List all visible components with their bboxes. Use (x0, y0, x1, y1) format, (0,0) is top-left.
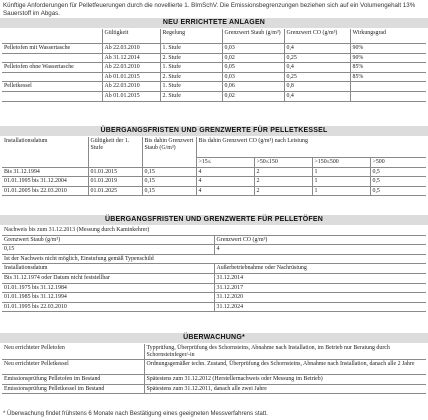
table-cell: 2. Stufe (160, 53, 222, 63)
table-cell: 0,4 (284, 63, 350, 73)
table-cell: 0,15 (142, 177, 196, 187)
table-header-row (2, 137, 426, 158)
table-cell: Ab 22.03.2010 (102, 63, 160, 73)
table-row (2, 177, 426, 187)
table-cell: 0,03 (222, 44, 284, 54)
section-header-neu-errichtete-anlagen: NEU ERRICHTETE ANLAGEN (0, 18, 428, 28)
table-cell: Neu errichteter Pelletofen (2, 344, 144, 360)
table-cell: 0,25 (284, 72, 350, 82)
table-cell: Bis 31.12.1974 oder Datum nicht feststellbar (2, 273, 214, 283)
table-cell: 0,8 (284, 82, 350, 92)
header-cell (2, 29, 102, 44)
table-row (2, 167, 426, 177)
table-cell: 2 (254, 167, 312, 177)
table-cell: 0,02 (222, 53, 284, 63)
table-row (2, 254, 426, 264)
header-cell: Wirkungsgrad (350, 29, 426, 44)
table-row (2, 384, 426, 394)
subheader-cell: >50≤150 (254, 158, 312, 168)
table-row (2, 344, 426, 360)
header-cell: Grenzwert Staub (g/m³) (222, 29, 284, 44)
table-cell: Ab 31.12.2014 (102, 53, 160, 63)
table-row (2, 63, 426, 73)
section-header-ueberwachung: ÜBERWACHUNG* (0, 333, 428, 343)
table-row (2, 273, 426, 283)
table-row (2, 82, 426, 92)
table-cell: 01.01.1995 bis 31.12.2004 (2, 177, 88, 187)
table-cell: Ordnungsgemäßer techn. Zustand, Überprüfung des Schornsteins, Abnahme nach Installation, danach alle 2 Jahre (144, 360, 426, 375)
table-cell: 85% (350, 63, 426, 73)
table-cell: Pelletkessel (2, 82, 102, 92)
table-cell: 0,25 (284, 53, 350, 63)
table-cell: 1. Stufe (160, 63, 222, 73)
table-cell: 0,15 (2, 245, 214, 255)
table-cell: 01.01.1975 bis 31.12.1984 (2, 283, 214, 293)
header-cell: Installationsdatum (2, 264, 214, 274)
table-cell: 0,06 (222, 82, 284, 92)
table-row (2, 226, 426, 235)
header-cell: Gültigkeit (102, 29, 160, 44)
subheader-cell: >500 (370, 158, 426, 168)
table-cell: 4 (196, 186, 254, 196)
header-cell: Installationsdatum (2, 137, 88, 167)
table-header-row (2, 235, 426, 245)
table-cell: 31.12.2024 (214, 302, 426, 312)
table-header-row (2, 29, 426, 44)
table-cell: 1. Stufe (160, 44, 222, 54)
table-cell: Pelletofen mit Wassertasche (2, 44, 102, 54)
table-cell: 2. Stufe (160, 72, 222, 82)
table-cell (350, 91, 426, 101)
header-cell: Grenzwert CO (g/m³) (284, 29, 350, 44)
table-cell: 0,05 (222, 63, 284, 73)
table-cell: 90% (350, 44, 426, 54)
table-cell: 01.01.1995 bis 22.03.2010 (2, 302, 214, 312)
table-cell: Bis 31.12.1994 (2, 167, 88, 177)
table-cell (2, 72, 102, 82)
header-cell: Grenzwert Staub (g/m³) (2, 235, 214, 245)
table-ueberwachung (2, 344, 426, 394)
table-cell: Emissionsprüfung Pelletkessel im Bestand (2, 384, 144, 394)
table-cell: Neu errichteter Pelletkessel (2, 360, 144, 375)
table-pelletoefen (2, 226, 426, 312)
section-header-pelletkessel: ÜBERGANGSFRISTEN UND GRENZWERTE FÜR PELLETKESSEL (0, 126, 428, 136)
table-cell: 31.12.2014 (214, 273, 426, 283)
table-cell: Emissionsprüfung Pelletofen im Bestand (2, 375, 144, 385)
header-cell: Außerbetriebnahme oder Nachrüstung (214, 264, 426, 274)
table-cell: Spätestens zum 31.12.2011, danach alle zwei Jahre (144, 384, 426, 394)
table-cell: 01.01.1985 bis 31.12.1994 (2, 293, 214, 303)
table-cell: Ab 22.03.2010 (102, 44, 160, 54)
table-cell: 1 (312, 186, 370, 196)
table-cell (2, 53, 102, 63)
table-cell (350, 82, 426, 92)
table-cell: 0,5 (370, 167, 426, 177)
header-cell: Bis dahin Grenzwert Staub (G/m³) (142, 137, 196, 167)
table-cell: Ab 01.01.2015 (102, 91, 160, 101)
table-cell: 01.01.2005 bis 22.03.2010 (2, 186, 88, 196)
table-neu-errichtete-anlagen (2, 29, 426, 102)
table-row (2, 283, 426, 293)
table-cell: 0,03 (222, 72, 284, 82)
header-cell: Gültigkeit der 1. Stufe (88, 137, 142, 167)
table-cell: Ab 01.01.2015 (102, 72, 160, 82)
table-row (2, 44, 426, 54)
subheader-cell: >15≤ (196, 158, 254, 168)
table-pelletkessel (2, 137, 426, 196)
table-cell: 0,5 (370, 186, 426, 196)
table-cell: 2. Stufe (160, 91, 222, 101)
table-cell: Typprüfung, Überprüfung des Schornsteins, Abnahme nach Installation, im Betrieb nur Beratung durch Schornsteinfeger/-in (144, 344, 426, 360)
table-row (2, 72, 426, 82)
table-cell: 2 (254, 186, 312, 196)
table-cell: 01.01.2015 (88, 167, 142, 177)
header-cell: Bis dahin Grenzwert CO (g/m³) nach Leistung (196, 137, 426, 158)
table-header-row (2, 264, 426, 274)
table-row (2, 186, 426, 196)
table-cell: Ab 22.03.2010 (102, 82, 160, 92)
table-cell: 31.12.2017 (214, 283, 426, 293)
table-cell: 2 (254, 177, 312, 187)
table-row (2, 53, 426, 63)
section-header-pelletoefen: ÜBERGANGSFRISTEN UND GRENZWERTE FÜR PELLETÖFEN (0, 215, 428, 225)
table-cell: 85% (350, 72, 426, 82)
table-cell: 1. Stufe (160, 82, 222, 92)
footnote: * Überwachung findet frühstens 6 Monate nach Bestätigung eines geeigneten Messverfahrens statt. (3, 411, 268, 417)
table-cell: 0,5 (370, 177, 426, 187)
table-row (2, 375, 426, 385)
intro-text: Künftige Anforderungen für Pelletfeuerungen durch die novellierte 1. BImSchV. Die Emissionsbegrenzungen beziehen sich auf ein Volumengehalt 13% Sauerstoff im Abgas. (3, 2, 416, 17)
table-cell (2, 91, 102, 101)
table-row (2, 91, 426, 101)
table-cell: 01.01.2025 (88, 186, 142, 196)
nachweis-text: Nachweis bis zum 31.12.2013 (Messung durch Kaminkehrer) (2, 226, 426, 235)
table-cell: Pelletofen ohne Wassertasche (2, 63, 102, 73)
table-cell: 1 (312, 177, 370, 187)
table-cell: 4 (196, 177, 254, 187)
table-cell: 0,4 (284, 44, 350, 54)
table-cell: 31.12.2020 (214, 293, 426, 303)
table-cell: 0,15 (142, 167, 196, 177)
note-text: Ist der Nachweis nicht möglich, Einstufung gemäß Typenschild (2, 254, 426, 264)
header-cell: Regelung (160, 29, 222, 44)
table-cell: 01.01.2019 (88, 177, 142, 187)
table-row (2, 302, 426, 312)
table-row (2, 293, 426, 303)
table-cell: 1 (312, 167, 370, 177)
table-cell: 4 (196, 167, 254, 177)
table-row (2, 245, 426, 255)
table-cell: 4 (214, 245, 426, 255)
table-cell: Spätestens zum 31.12.2012 (Herstellernachweis oder Messung im Betrieb) (144, 375, 426, 385)
table-cell: 90% (350, 53, 426, 63)
table-row (2, 360, 426, 375)
table-cell: 0,15 (142, 186, 196, 196)
table-cell: 0,4 (284, 91, 350, 101)
table-cell: 0,02 (222, 91, 284, 101)
header-cell: Grenzwert CO (g/m³) (214, 235, 426, 245)
subheader-cell: >150≤500 (312, 158, 370, 168)
